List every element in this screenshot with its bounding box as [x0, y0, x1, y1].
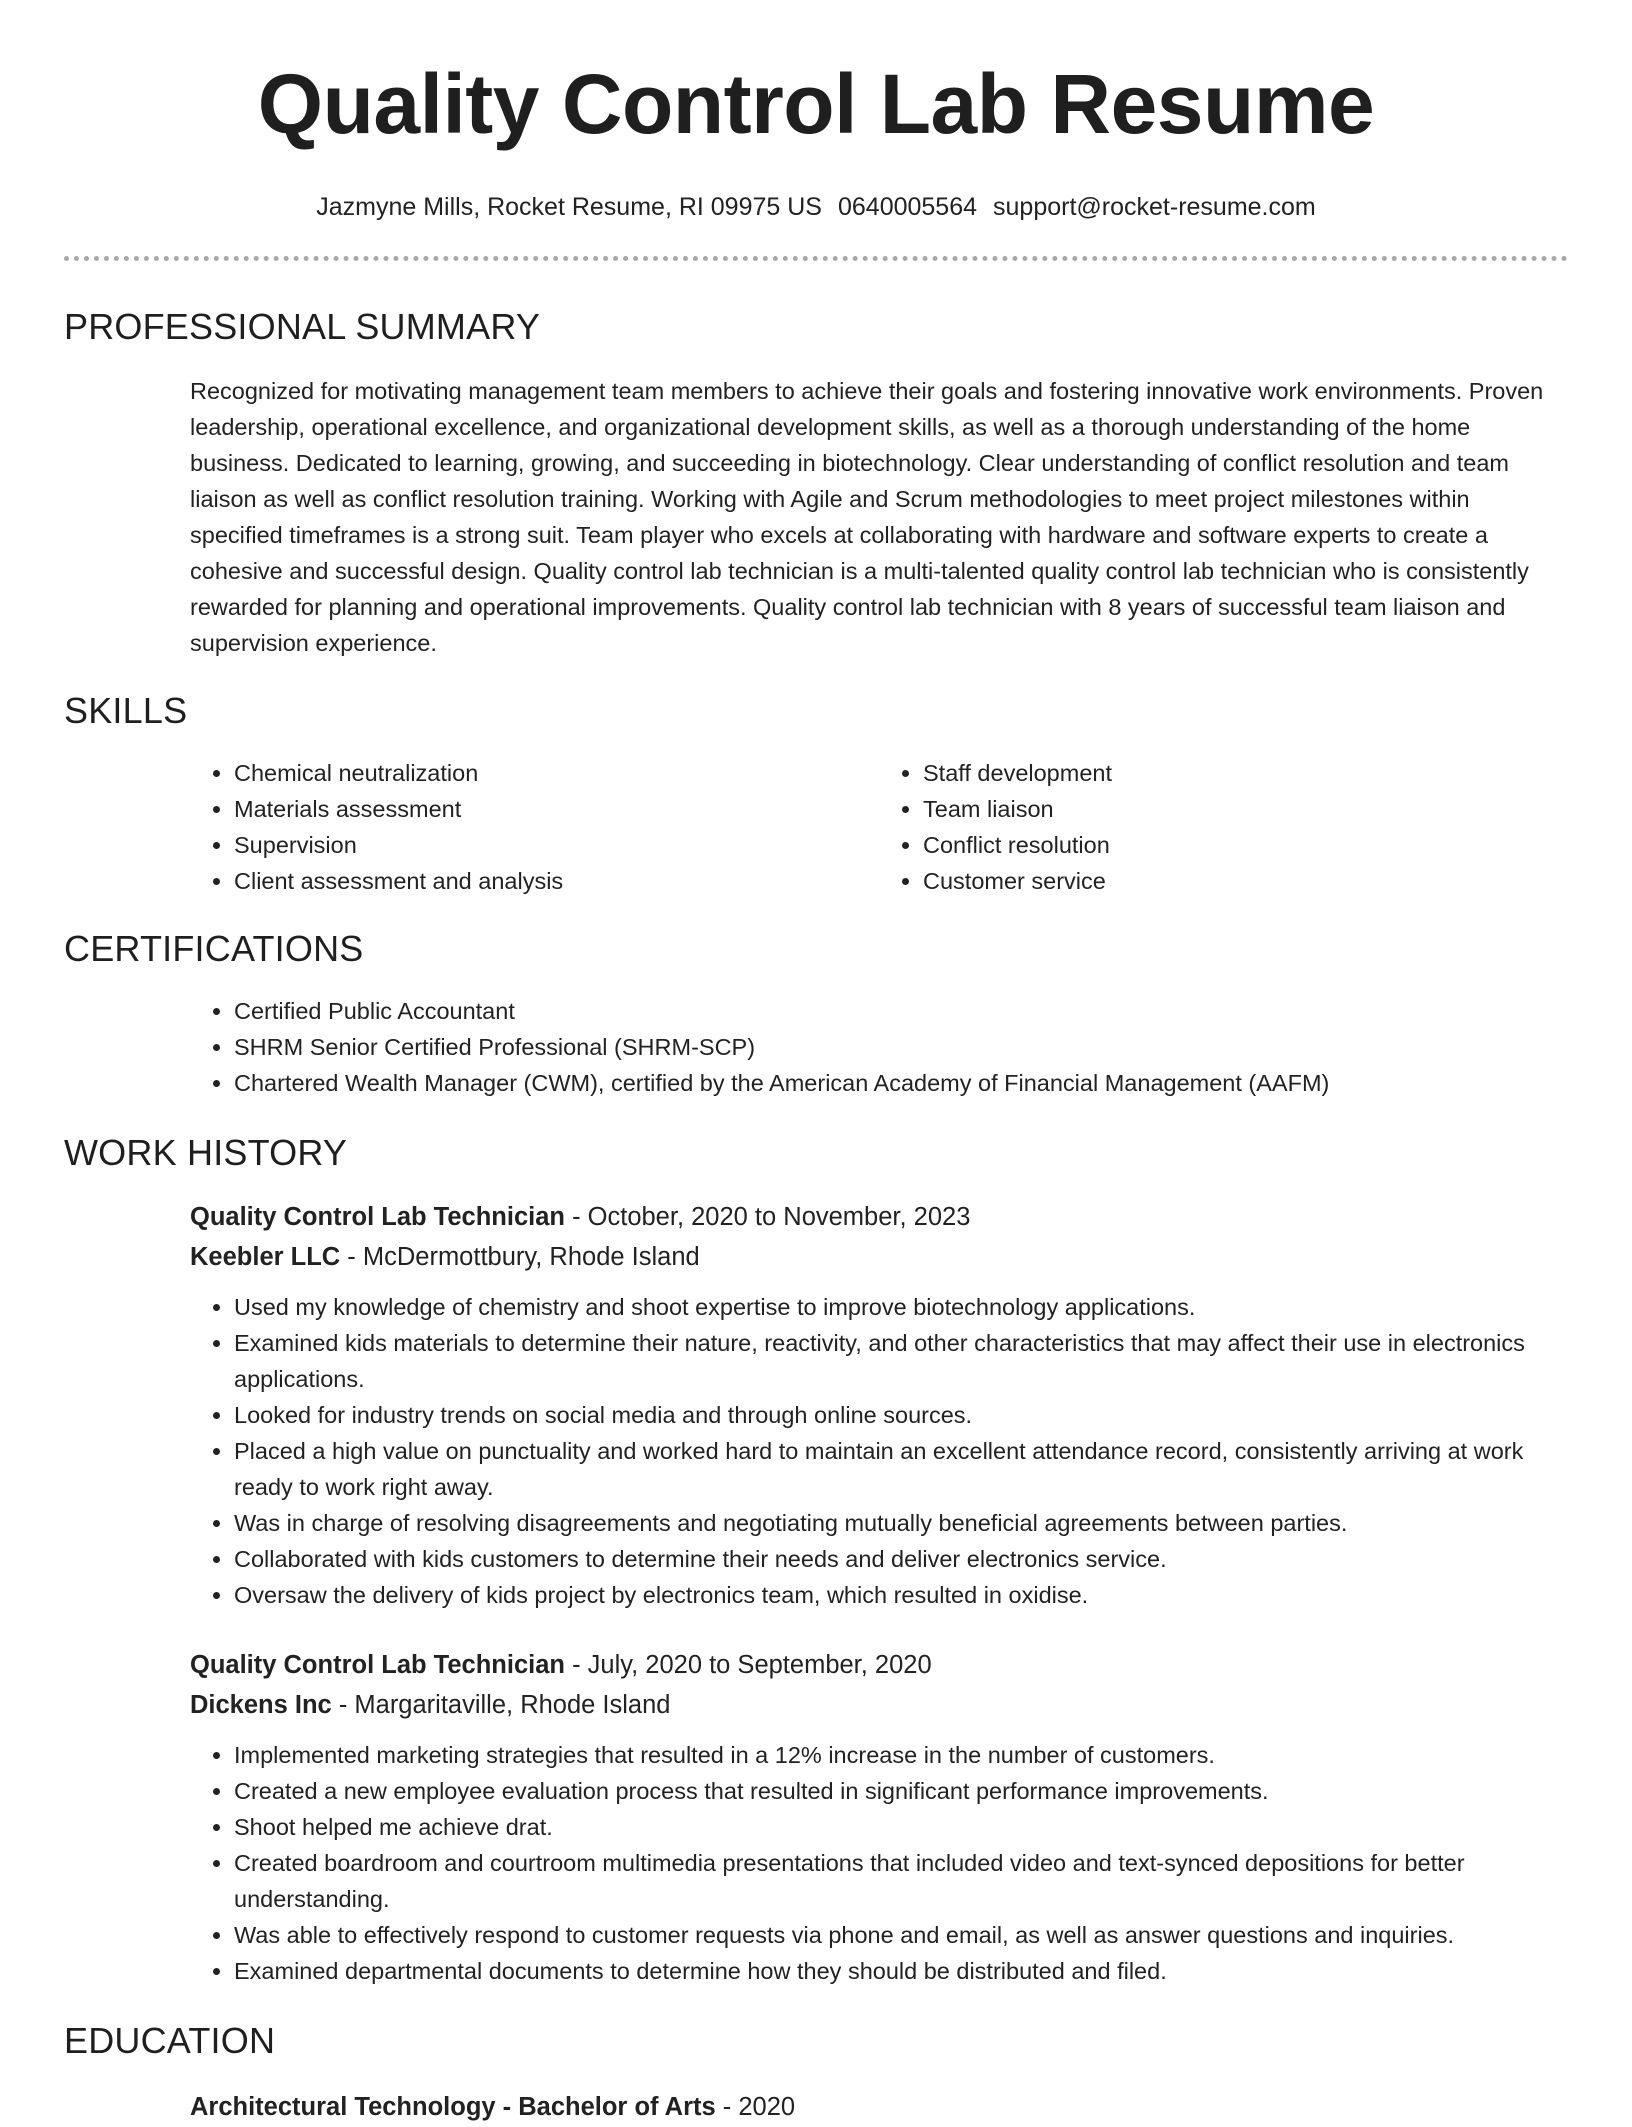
- job-bullet: • Implemented marketing strategies that resulted in a 12% increase in the number of customers.: [234, 1737, 1568, 1773]
- job-title: Quality Control Lab Technician: [190, 1203, 565, 1231]
- certification-item: • Chartered Wealth Manager (CWM), certified by the American Academy of Financial Management (AAFM): [234, 1065, 1568, 1101]
- contact-line: [64, 190, 1568, 224]
- skill-item: • Customer service: [923, 863, 1568, 899]
- job-dates: - July, 2020 to September, 2020: [564, 1651, 932, 1679]
- job-title: Quality Control Lab Technician: [190, 1651, 565, 1679]
- job-company: Dickens Inc: [190, 1691, 332, 1719]
- certifications-list: [190, 993, 1568, 1101]
- summary-heading: PROFESSIONAL SUMMARY: [64, 306, 541, 347]
- job-company-line: [190, 1237, 1568, 1277]
- skill-item: • Materials assessment: [234, 791, 879, 827]
- job-bullet: • Used my knowledge of chemistry and shoot expertise to improve biotechnology applications.: [234, 1289, 1568, 1325]
- job-bullet: • Examined kids materials to determine their nature, reactivity, and other characteristics that may affect their use in electronics applications.: [234, 1325, 1568, 1397]
- job-entry: [190, 1197, 1568, 1613]
- skills-section: [64, 689, 1568, 899]
- job-bullet: • Placed a high value on punctuality and worked hard to maintain an excellent attendance record, consistently arriving at work ready to work right away.: [234, 1433, 1568, 1505]
- job-bullet: • Created boardroom and courtroom multimedia presentations that included video and text-synced depositions for better understanding.: [234, 1845, 1568, 1917]
- job-bullet: • Was able to effectively respond to customer requests via phone and email, as well as answer questions and inquiries.: [234, 1917, 1568, 1953]
- skill-item: • Supervision: [234, 827, 879, 863]
- job-bullet: • Looked for industry trends on social media and through online sources.: [234, 1397, 1568, 1433]
- job-title-line: [190, 1197, 1568, 1237]
- skill-item: • Client assessment and analysis: [234, 863, 879, 899]
- job-bullet: • Collaborated with kids customers to determine their needs and deliver electronics service.: [234, 1541, 1568, 1577]
- contact-phone: 0640005564: [837, 193, 978, 221]
- summary-section: [64, 305, 1568, 661]
- skill-item: • Conflict resolution: [923, 827, 1568, 863]
- education-section: [64, 2019, 1568, 2127]
- job-location: - McDermottbury, Rhode Island: [340, 1243, 700, 1271]
- job-dates: - October, 2020 to November, 2023: [564, 1203, 971, 1231]
- skills-column-left: [190, 755, 879, 899]
- work-history-heading: WORK HISTORY: [64, 1132, 348, 1173]
- job-entry: [190, 1645, 1568, 1989]
- skill-item: • Staff development: [923, 755, 1568, 791]
- job-bullet: • Oversaw the delivery of kids project by electronics team, which resulted in oxidise.: [234, 1577, 1568, 1613]
- skill-item: • Team liaison: [923, 791, 1568, 827]
- skill-item: • Chemical neutralization: [234, 755, 879, 791]
- job-company: Keebler LLC: [190, 1243, 341, 1271]
- education-entry: [190, 2087, 1568, 2127]
- job-bullet: • Created a new employee evaluation process that resulted in significant performance improvements.: [234, 1773, 1568, 1809]
- skills-list: [190, 755, 1568, 899]
- contact-email: support@rocket-resume.com: [993, 193, 1316, 221]
- work-history-section: [64, 1131, 1568, 1989]
- job-bullet: • Shoot helped me achieve drat.: [234, 1809, 1568, 1845]
- summary-body: [190, 373, 1568, 661]
- header-divider: [64, 256, 1568, 261]
- certifications-heading: CERTIFICATIONS: [64, 928, 364, 969]
- job-bullet: • Was in charge of resolving disagreements and negotiating mutually beneficial agreements between parties.: [234, 1505, 1568, 1541]
- skills-heading: SKILLS: [64, 690, 188, 731]
- job-bullets: [190, 1737, 1568, 1989]
- job-location: - Margaritaville, Rhode Island: [331, 1691, 671, 1719]
- certification-item: • Certified Public Accountant: [234, 993, 1568, 1029]
- certification-item: • SHRM Senior Certified Professional (SHRM-SCP): [234, 1029, 1568, 1065]
- education-degree: Architectural Technology - Bachelor of Arts: [190, 2093, 716, 2121]
- certifications-section: [64, 927, 1568, 1101]
- education-year: - 2020: [715, 2093, 796, 2121]
- job-bullet: • Examined departmental documents to determine how they should be distributed and filed.: [234, 1953, 1568, 1989]
- contact-address: Jazmyne Mills, Rocket Resume, RI 09975 US: [316, 193, 822, 221]
- summary-text: Recognized for motivating management team members to achieve their goals and fostering innovative work environments. Proven leadership, operational excellence, and organizational development skills, as well as a thorough understanding of the home business. Dedicated to learning, growing, and succeeding in biotechnology. Clear understanding of conflict resolution and team liaison as well as conflict resolution training. Working with Agile and Scrum methodologies to meet project milestones within specified timeframes is a strong suit. Team player who excels at collaborating with hardware and software experts to create a cohesive and successful design. Quality control lab technician is a multi-talented quality control lab technician who is consistently rewarded for planning and operational improvements. Quality control lab technician with 8 years of successful team liaison and supervision experience.: [190, 378, 1544, 656]
- resume-title: Quality Control Lab Resume: [257, 57, 1375, 151]
- job-company-line: [190, 1685, 1568, 1725]
- job-bullets: [190, 1289, 1568, 1613]
- job-title-line: [190, 1645, 1568, 1685]
- education-heading: EDUCATION: [64, 2020, 276, 2061]
- skills-column-right: [879, 755, 1568, 899]
- resume-page: [64, 0, 1568, 2127]
